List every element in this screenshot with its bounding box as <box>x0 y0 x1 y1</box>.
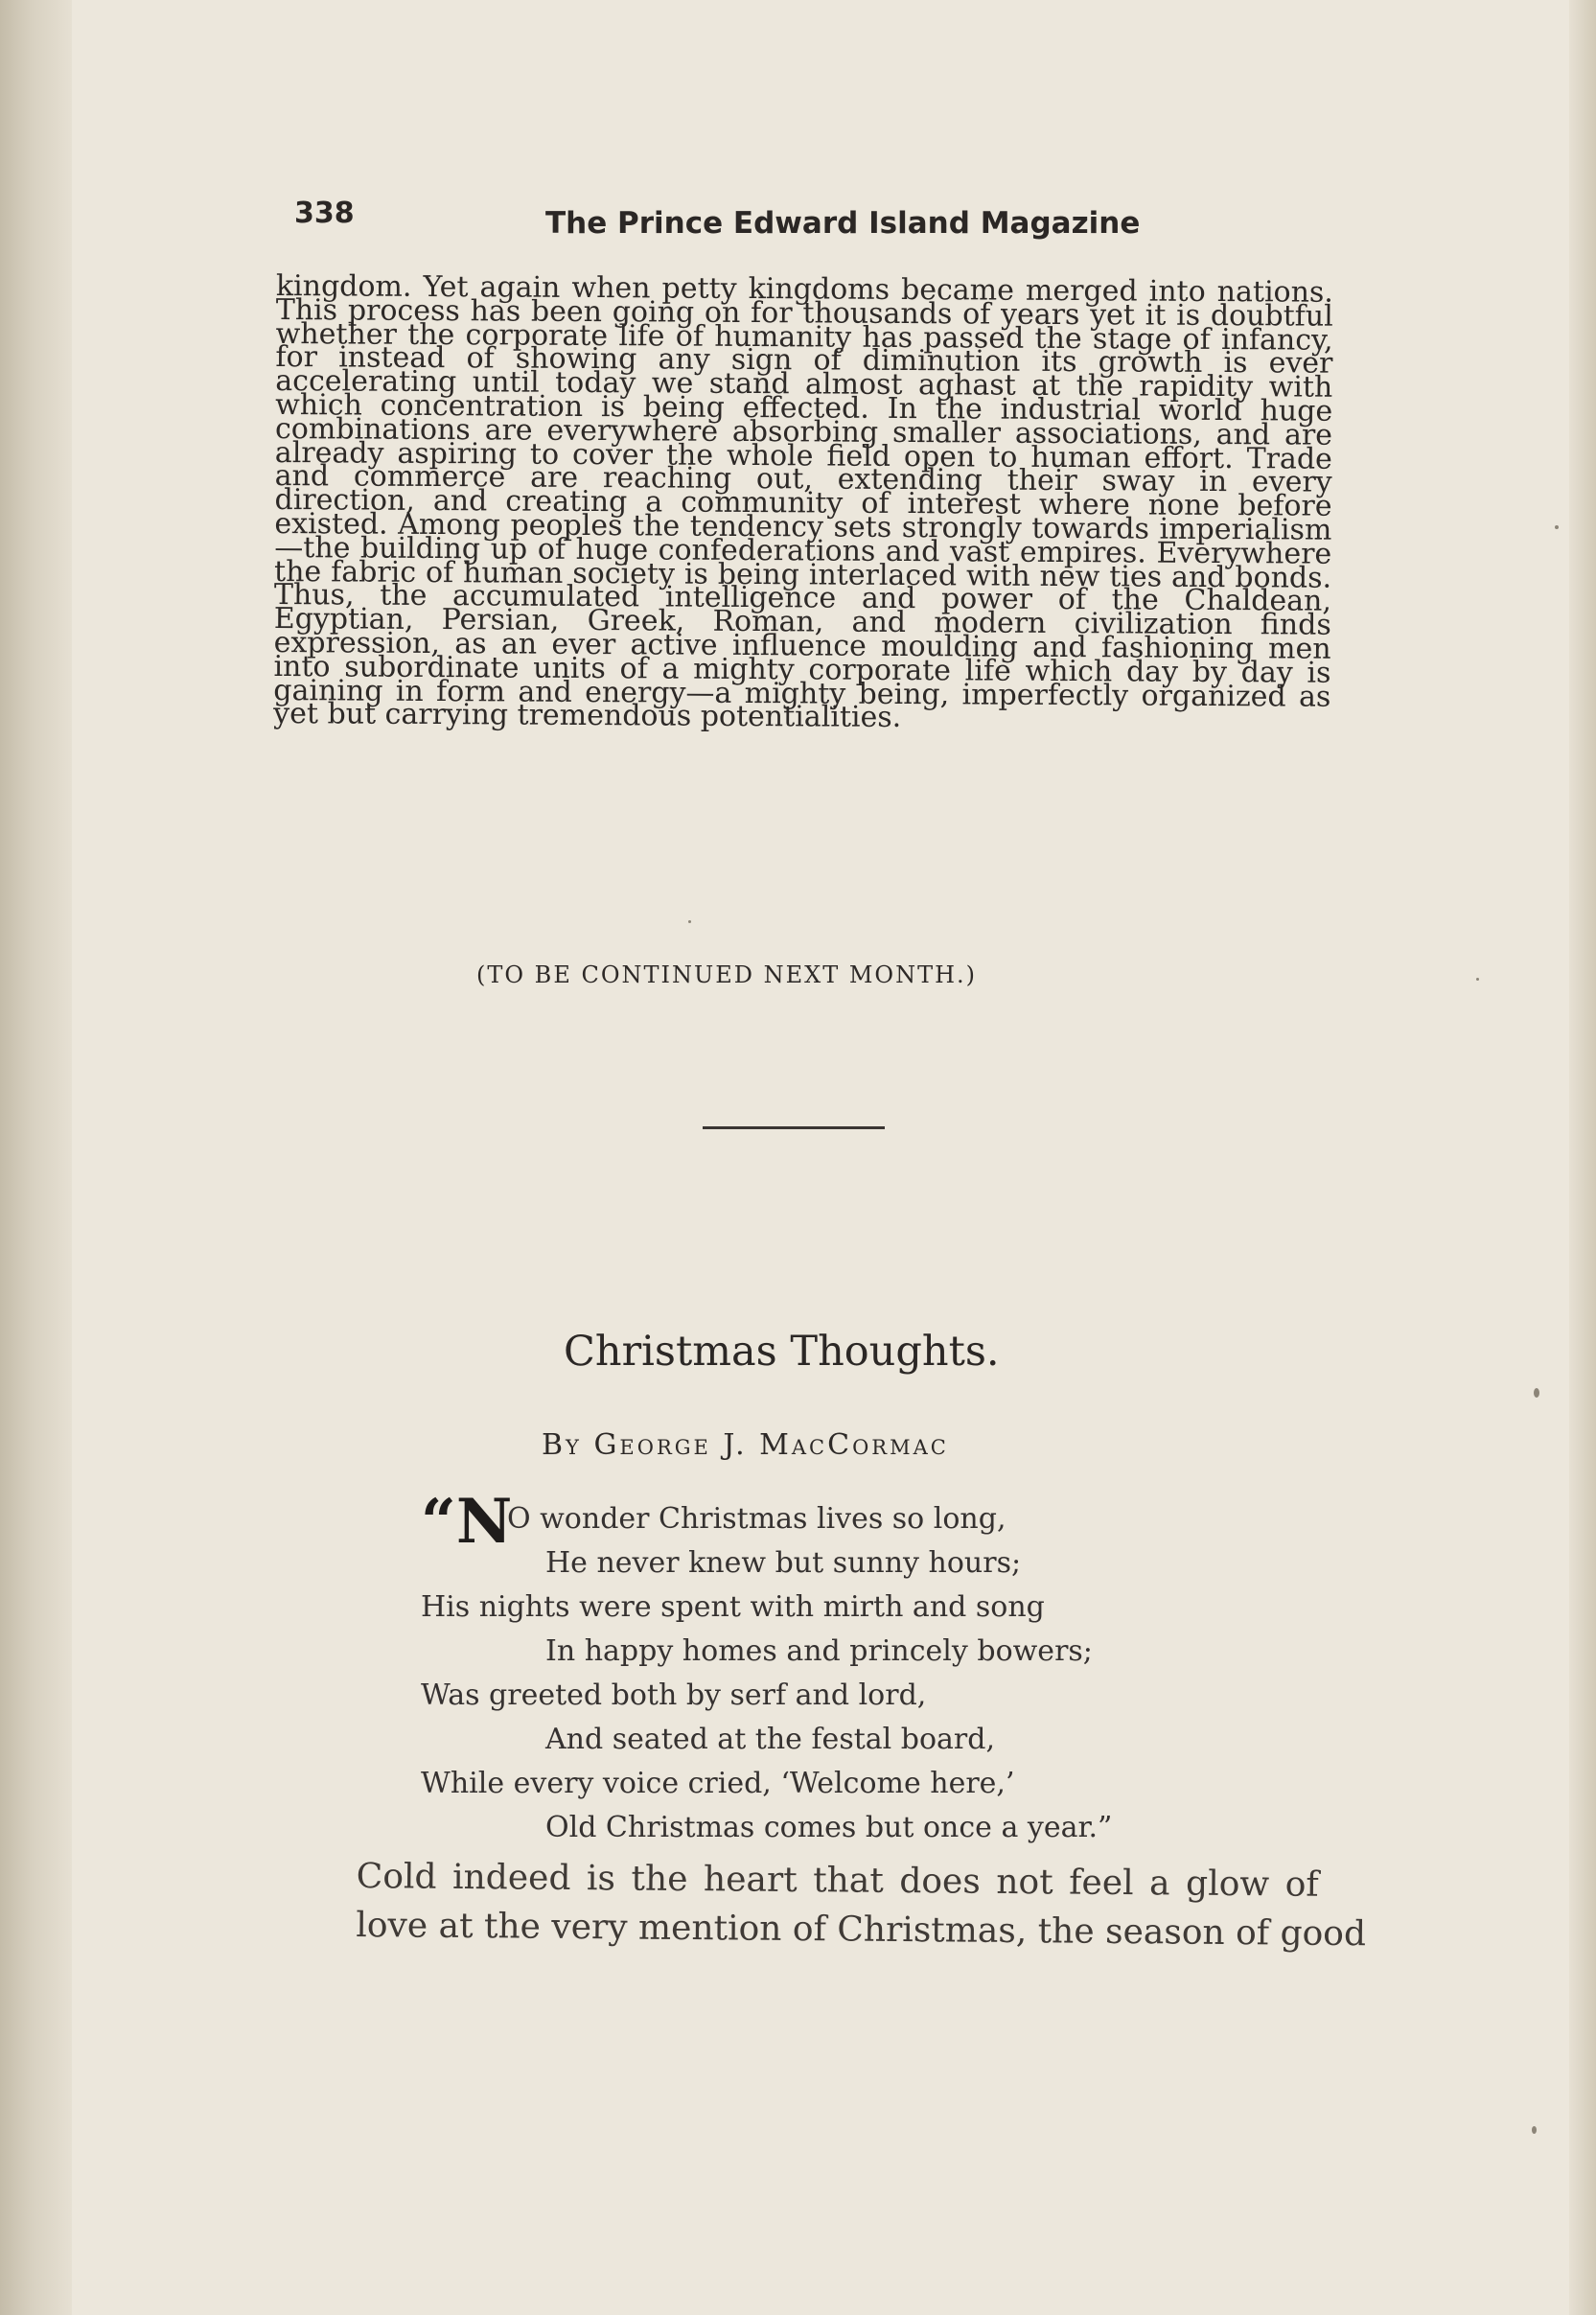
poem-line: His nights were spent with mirth and song <box>421 1590 1045 1624</box>
page-number: 338 <box>294 197 355 230</box>
article-body <box>356 1852 1367 1958</box>
poem-line: In happy homes and princely bowers; <box>545 1634 1093 1668</box>
paper-speck <box>1532 2126 1537 2134</box>
paper-speck <box>688 920 691 923</box>
poem-line-text: O wonder Christmas lives so long, <box>507 1502 1006 1536</box>
poem-line: He never knew but sunny hours; <box>545 1546 1022 1580</box>
drop-cap-letter: N <box>455 1486 513 1558</box>
poem-line: And seated at the festal board, <box>545 1723 996 1756</box>
poem <box>421 1486 1149 1850</box>
continued-paragraph: kingdom. Yet again when petty kingdoms became merged into nations. This process has been going on for thousands of years yet it is doubtful whether the corporate life of humanity has passed the stage of infancy, for instead of showing any sign of diminution its growth is ever accelerating until today we stand almost aghast at the rapidity with which concentration is being effected. In the industrial world huge combinations are everywhere absorbing smaller associations, and are already aspiring to cover the whole field open to human effort. Trade and commerce are reaching out, extending their sway in every direction, and creating a community of interest where none before existed. Among peoples the tendency sets strongly towards imperialism—the building up of huge confederations and vast empires. Everywhere the fabric of human society is being interlaced with new ties and bonds. Thus, the accumulated intelligence and power of the Chaldean, Egyptian, Persian, Greek, Roman, and modern civilization finds expression, as an ever active influence moulding and fashioning men into subordinate units of a mighty corporate life which day by day is gaining in form and energy—a mighty being, imperfectly organized as yet but carrying tremendous potentialities. <box>273 269 1334 735</box>
opening-quote: “ <box>421 1486 456 1558</box>
page-header <box>294 197 1157 244</box>
paper-speck <box>1476 978 1479 981</box>
body-line: love at the very mention of Christmas, the season of good <box>356 1905 1367 1955</box>
paper-speck <box>1534 1388 1539 1398</box>
article-title: Christmas Thoughts. <box>564 1328 1000 1376</box>
body-line: Cold indeed is the heart that does not feel a glow of <box>356 1856 1319 1905</box>
paper-speck <box>1555 525 1559 529</box>
poem-line: Old Christmas comes but once a year.” <box>545 1811 1113 1844</box>
poem-line: Was greeted both by serf and lord, <box>421 1678 927 1712</box>
section-divider <box>703 1126 885 1129</box>
continued-notice: (TO BE CONTINUED NEXT MONTH.) <box>476 961 978 988</box>
poem-line <box>421 1486 1149 1558</box>
running-title: The Prince Edward Island Magazine <box>545 206 1141 241</box>
article-byline: By George J. MacCormac <box>542 1428 949 1462</box>
poem-line: While every voice cried, ‘Welcome here,’ <box>421 1767 1015 1800</box>
book-gutter-shadow <box>0 0 72 2315</box>
continued-article-body <box>273 269 1334 735</box>
page-edge-shadow <box>1569 0 1596 2315</box>
